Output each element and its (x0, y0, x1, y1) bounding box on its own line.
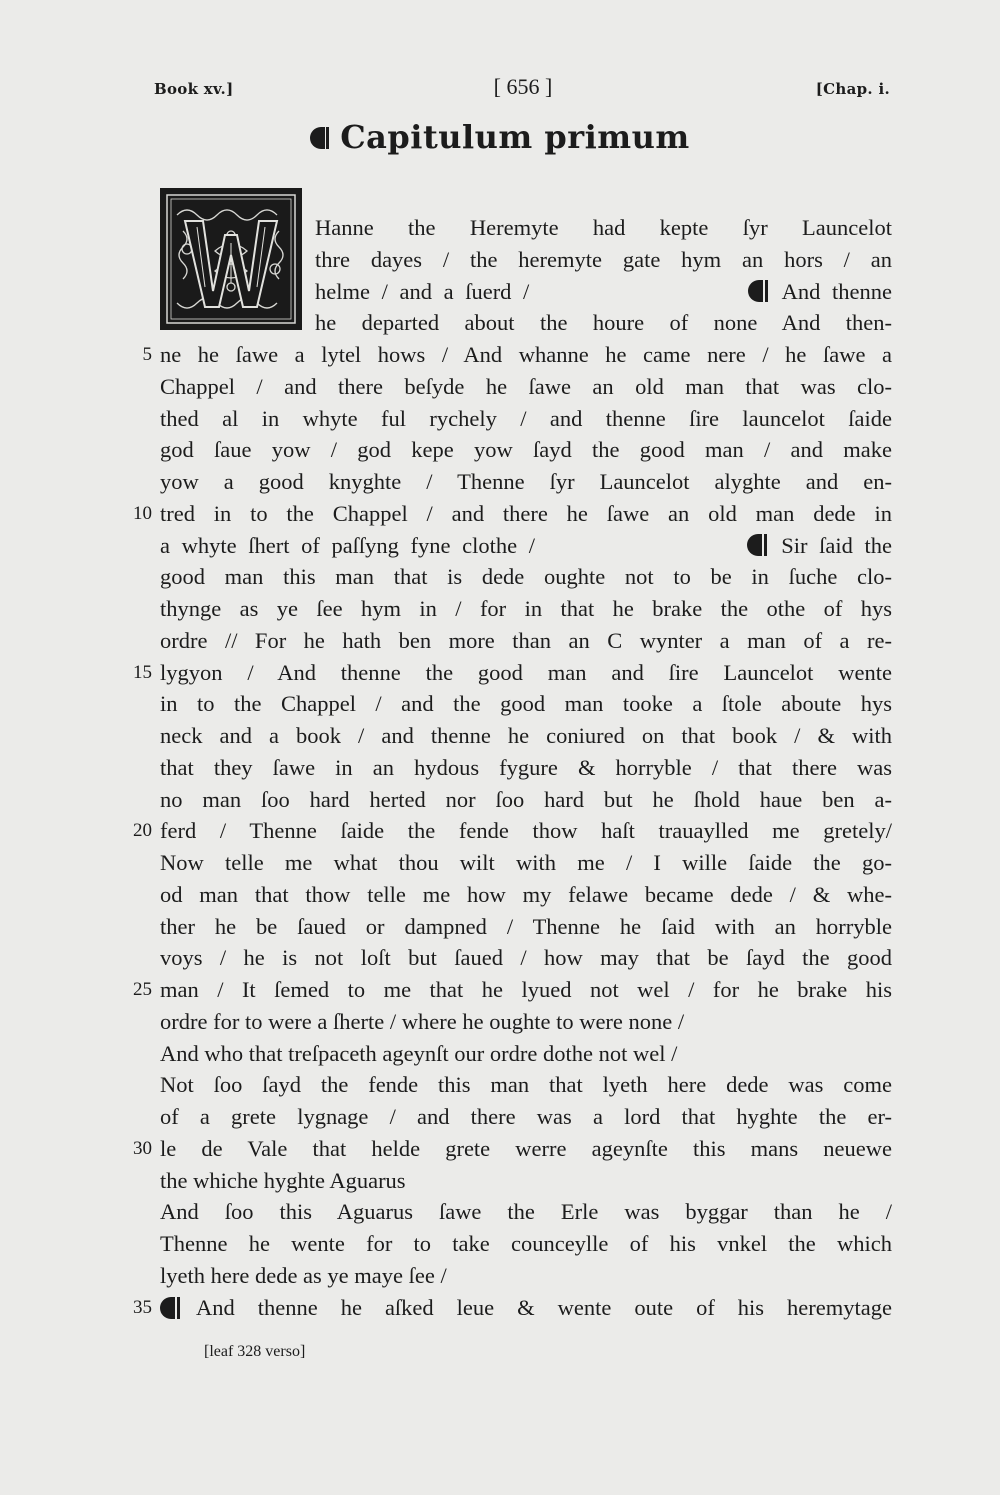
text-line: yow a good knyghte / Thenne ſyr Launcelot alyghte and en- (160, 469, 892, 494)
text-segment: And thenne (781, 278, 892, 304)
leaf-reference: [leaf 328 verso] (204, 1343, 306, 1360)
text-line: Chappel / and there beſyde he ſawe an old man that was clo- (160, 373, 892, 399)
text-line (315, 277, 892, 307)
running-head (0, 74, 1000, 104)
text-line: good man this man that is dede oughte not to be in ſuche clo- (160, 564, 892, 590)
pilcrow-icon (310, 125, 330, 151)
line-number: 20 (133, 820, 152, 842)
line-number: 35 (133, 1296, 152, 1318)
text-segment: helme / and a ſuerd / (315, 278, 530, 304)
text-line (160, 531, 892, 561)
text-line: in to the Chappel / and the good man tooke a ſtole aboute hys (160, 691, 892, 717)
text-line: he departed about the houre of none And then- (315, 310, 892, 336)
chapter-title-text: Capitulum primum (340, 118, 690, 156)
text-segment: And thenne he aſked leue & wente oute of his heremytage (196, 1294, 892, 1320)
running-head-book: Book xv.] (154, 80, 234, 98)
text-line: od man that thow telle me how my felawe became dede / & whe- (160, 881, 892, 907)
text-line: Now telle me what thou wilt with me / I wille ſaide the go- (160, 850, 892, 875)
text-line: lygyon / And thenne the good man and ſire Launcelot wente (160, 659, 892, 685)
text-line: tred in to the Chappel / and there he ſawe an old man dede in (160, 500, 892, 526)
text-line: voys / he is not loſt but ſaued / how may that be ſayd the good (160, 945, 892, 971)
text-line: ther he be ſaued or dampned / Thenne he ſaid with an horryble (160, 913, 892, 939)
text-line: lyeth here dede as ye maye ſee / (160, 1262, 447, 1288)
running-head-chapter: [Chap. i. (815, 80, 890, 98)
text-line: ordre // For he hath ben more than an C wynter a man of a re- (160, 627, 892, 653)
text-line: that they ſawe in an hydous fygure & horryble / that there was (160, 754, 892, 780)
text-line: neck and a book / and thenne he coniured on that book / & with (160, 723, 892, 748)
text-line (160, 1293, 892, 1323)
text-line: Hanne the Heremyte had kepte ſyr Launcelot (315, 215, 892, 240)
paragraph-segment (747, 531, 892, 561)
text-line: thynge as ye ſee hym in / for in that he brake the othe of hys (160, 596, 892, 621)
text-segment: a whyte ſhert of paſſyng fyne clothe / (160, 532, 536, 558)
text-line: And ſoo this Aguarus ſawe the Erle was byggar than he / (160, 1199, 892, 1225)
text-line: the whiche hyghte Aguarus (160, 1167, 406, 1193)
text-line: ferd / Thenne ſaide the fende thow haſt trauaylled me gretely/ (160, 818, 892, 844)
text-line: of a grete lygnage / and there was a lord that hyghte the er- (160, 1104, 892, 1129)
page-number: [ 656 ] (493, 74, 553, 99)
text-line: le de Vale that helde grete werre ageynſte this mans neuewe (160, 1135, 892, 1161)
decorated-initial (160, 188, 302, 330)
text-line: Not ſoo ſayd the fende this man that lyeth here dede was come (160, 1072, 892, 1098)
paragraph-segment (748, 277, 892, 307)
line-number: 15 (133, 661, 152, 683)
pilcrow-icon (160, 1296, 182, 1320)
text-line: man / It ſemed to me that he lyued not wel / for he brake his (160, 977, 892, 1002)
text-line: thre dayes / the heremyte gate hym an hors / an (315, 246, 892, 272)
text-line: no man ſoo hard herted nor ſoo hard but he ſhold haue ben a- (160, 786, 892, 812)
text-line: thed al in whyte ful rychely / and thenne ſire launcelot ſaide (160, 405, 892, 431)
pilcrow-icon (747, 533, 769, 557)
line-number: 5 (142, 344, 152, 365)
pilcrow-icon (748, 279, 770, 303)
line-number: 25 (133, 979, 152, 1000)
line-number: 30 (133, 1137, 152, 1159)
decorated-initial-w-icon (163, 191, 299, 327)
text-line: ordre for to were a ſherte / where he oughte to were none / (160, 1008, 685, 1034)
line-number: 10 (133, 502, 152, 524)
chapter-title (0, 118, 1000, 156)
text-line: ne he ſawe a lytel hows / And whanne he came nere / he ſawe a (160, 342, 892, 367)
text-line: And who that treſpaceth ageynſt our ordre dothe not wel / (160, 1040, 678, 1066)
text-line: Thenne he wente for to take counceylle of his vnkel the which (160, 1231, 892, 1256)
text-line: god ſaue yow / god kepe yow ſayd the good man / and make (160, 437, 892, 463)
text-segment: Sir ſaid the (781, 532, 892, 558)
